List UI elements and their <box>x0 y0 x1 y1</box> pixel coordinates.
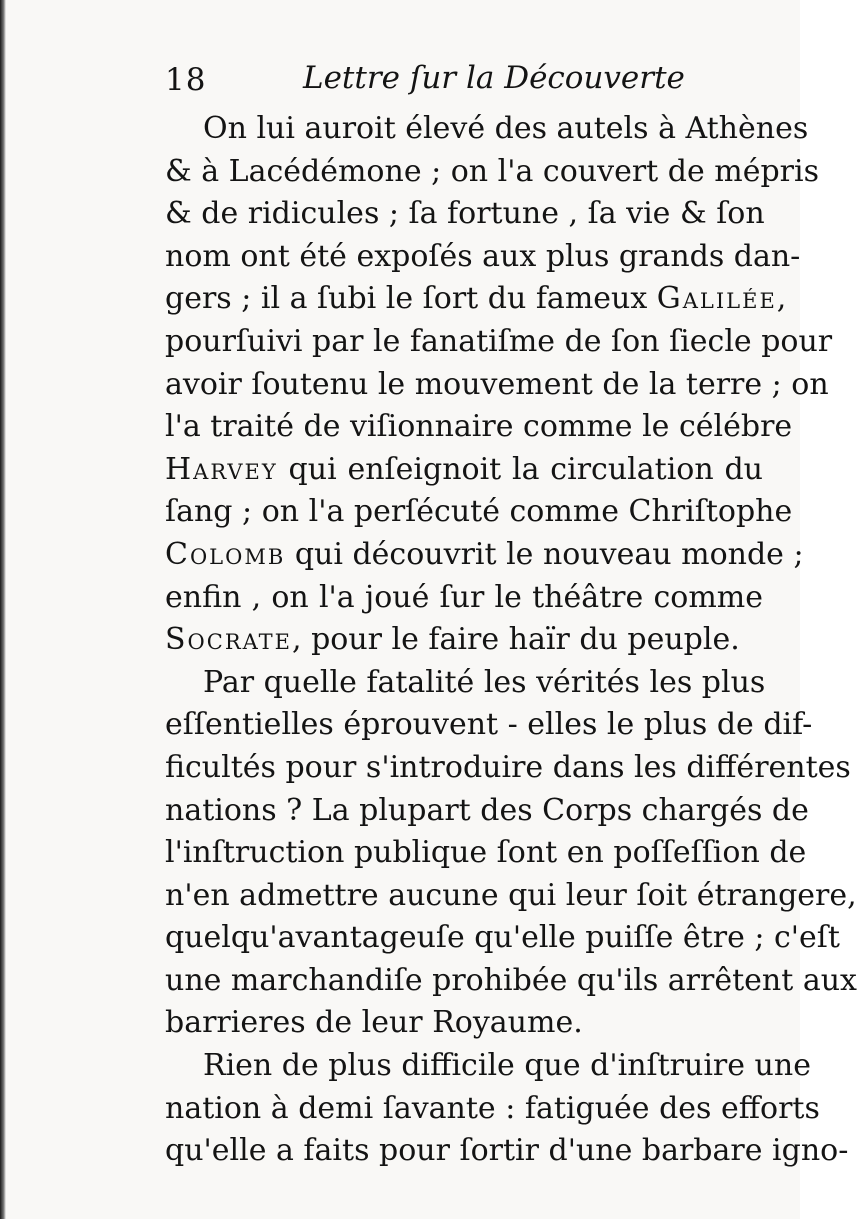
text-line: nation à demi ſavante : fatiguée des efforts <box>165 1090 820 1126</box>
page-header <box>165 58 685 108</box>
body-text <box>165 108 857 1173</box>
page-number: 18 <box>165 62 207 98</box>
text-line <box>165 619 763 662</box>
text-line: l'a traité de viſionnaire comme le célébre <box>165 409 793 445</box>
text-line: qu'elle a faits pour ſortir d'une barbare igno- <box>165 1133 849 1169</box>
name-socrate: Socrate <box>165 622 293 658</box>
text-line <box>165 278 787 321</box>
text-segment: , <box>776 281 787 317</box>
text-segment: , pour le faire haïr du peuple. <box>292 622 740 658</box>
text-line: une marchandiſe prohibée qu'ils arrêtent aux <box>165 962 857 998</box>
text-line: nom ont été expoſés aux plus grands dan- <box>165 238 801 274</box>
text-line: On lui auroit élevé des autels à Athènes <box>203 111 809 146</box>
text-line: eſſentielles éprouvent - elles le plus de dif- <box>165 707 813 743</box>
text-line: & de ridicules ; ſa fortune , ſa vie & ſon <box>165 196 765 232</box>
text-segment: qui découvrit le nouveau monde ; <box>285 536 804 572</box>
name-harvey: Harvey <box>165 451 278 487</box>
text-line: nations ? La plupart des Corps chargés de <box>165 792 809 828</box>
text-line: ſang ; on l'a perſécuté comme Chriſtophe <box>165 494 793 530</box>
running-title: Lettre ſur la Découverte <box>303 60 685 96</box>
text-line: n'en admettre aucune qui leur ſoit étrangere, <box>165 877 857 913</box>
text-line: enfin , on l'a joué ſur le théâtre comme <box>165 579 763 615</box>
name-colomb: Colomb <box>165 536 286 572</box>
text-line: ficultés pour s'introduire dans les différentes <box>165 749 851 785</box>
text-line: pourſuivi par le fanatiſme de ſon ſiecle pour <box>165 323 833 359</box>
text-line: Rien de plus difficile que d'inſtruire une <box>203 1048 811 1084</box>
name-galilee: Galilée <box>656 281 777 317</box>
page-edge-shadow <box>0 0 6 1219</box>
text-line: l'inſtruction publique ſont en poſſeſſion de <box>165 835 807 871</box>
text-line: Par quelle fatalité les vérités les plus <box>203 664 766 700</box>
text-line: quelqu'avantageuſe qu'elle puiſſe être ; c'eſt <box>165 920 840 956</box>
text-line <box>165 534 804 577</box>
text-line <box>165 449 763 492</box>
text-line: avoir ſoutenu le mouvement de la terre ; on <box>165 366 829 402</box>
text-segment: qui enſeignoit la circulation du <box>277 451 763 487</box>
text-segment: gers ; il a ſubi le ſort du fameux <box>165 281 657 317</box>
text-line: barrieres de leur Royaume. <box>165 1005 583 1041</box>
text-line: & à Lacédémone ; on l'a couvert de mépris <box>165 153 819 189</box>
